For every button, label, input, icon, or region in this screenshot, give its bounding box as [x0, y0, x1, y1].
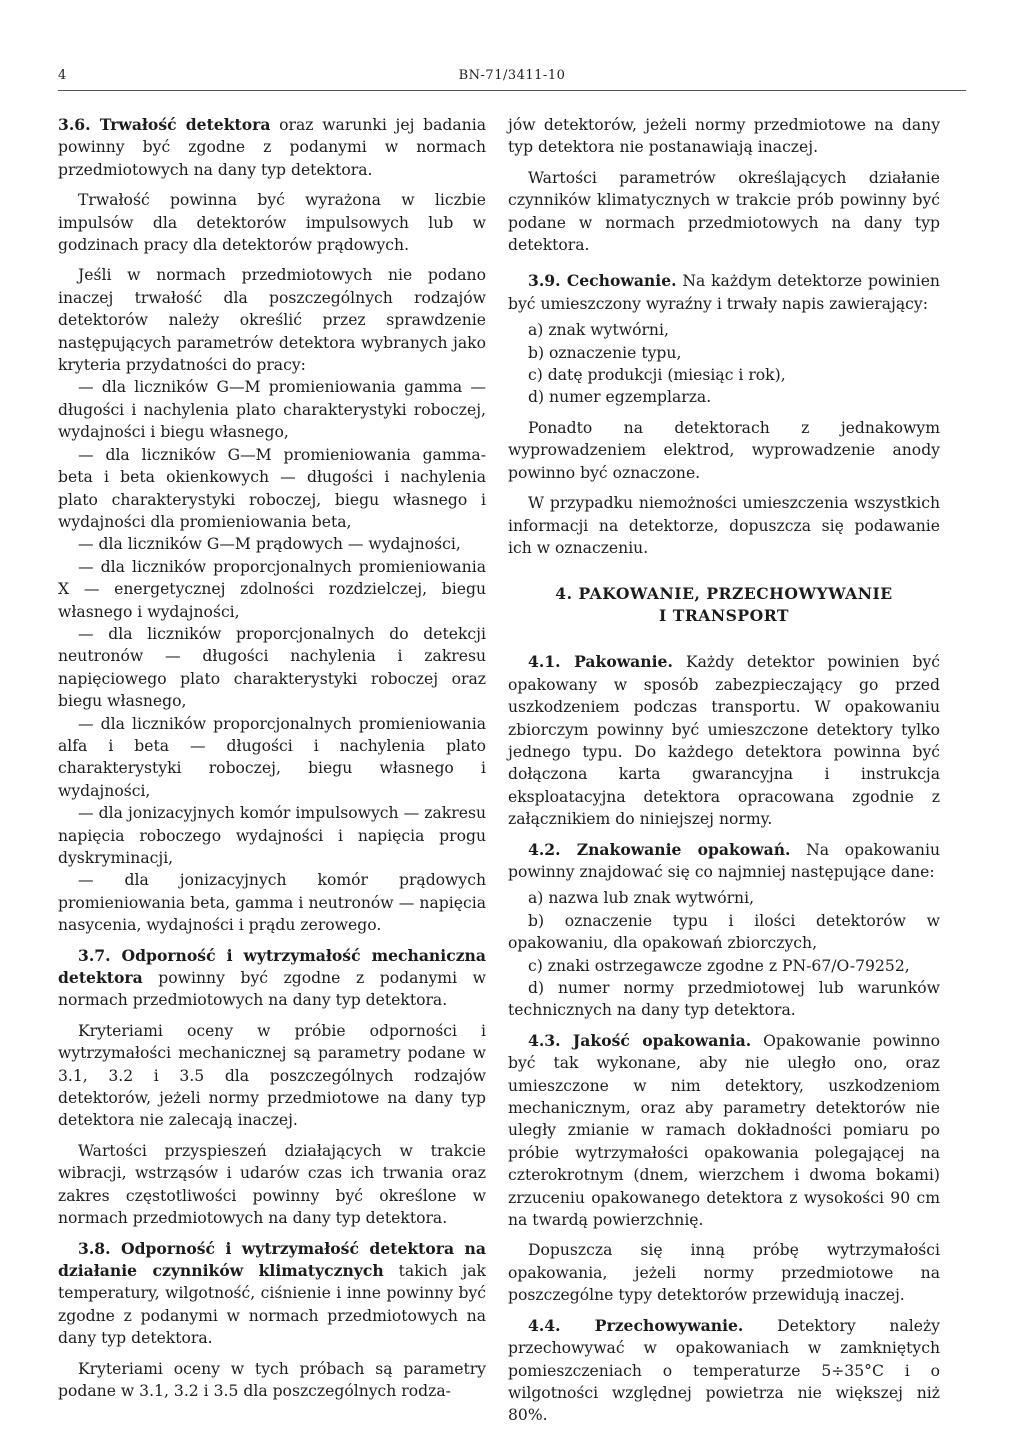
section-3-7	[58, 945, 486, 1012]
package-list-item: d) numer normy przedmiotowej lub warunków technicznych na dany typ detektora.	[508, 979, 940, 1020]
section-4-1	[508, 651, 940, 830]
section-3-7-text: powinny być zgodne z podanymi w normach przedmiotowych na dany typ detektora.	[58, 969, 486, 1010]
paragraph-continuation: jów detektorów, jeżeli normy przedmiotowe na dany typ detektora nie postanawiają inaczej.	[508, 116, 940, 157]
paragraph-kryteria-mechaniczne: Kryteriami oceny w próbie odporności i wytrzymałości mechanicznej są parametry podane w 3.1, 3.2 i 3.5 dla poszczególnych rodzajów detektorów, jeżeli normy przedmiotowe na dany typ detektora nie zalecają inaczej.	[58, 1021, 486, 1130]
criteria-item: — dla liczników G—M prądowych — wydajności,	[78, 535, 461, 554]
section-3-8-text: takich jak temperatury, wilgotność, ciśnienie i inne powinny być zgodne z podanymi w normach przedmiotowych na dany typ detektora.	[58, 1261, 486, 1348]
paragraph-wartosci-parametrow: Wartości parametrów określających działanie czynników klimatycznych w trakcie prób powinny być podane w normach przedmiotowych na dany typ detektora.	[508, 168, 940, 255]
section-3-9-text: Na każdym detektorze powinien być umieszczony wyraźny i trwały napis zawierający:	[508, 272, 940, 313]
section-4-4	[508, 1315, 940, 1427]
paragraph-ponadto: Ponadto na detektorach z jednakowym wyprowadzeniem elektrod, wyprowadzenie anody powinno być oznaczone.	[508, 418, 940, 482]
criteria-item: — dla liczników proporcjonalnych do detekcji neutronów — długości nachylenia i zakresu napięciowego plato charakterystyki roboczej oraz biegu własnego,	[58, 624, 486, 711]
section-3-8-heading: 3.8. Odporność i wytrzymałość detektora na działanie czynników klimatycznych	[58, 1238, 486, 1280]
paragraph-trwalosc-wyrazona: Trwałość powinna być wyrażona w liczbie impulsów dla detektorów impulsowych lub w godzinach pracy dla detektorów prądowych.	[58, 191, 486, 255]
section-3-9-heading: 3.9. Cechowanie.	[528, 271, 677, 291]
marking-list-item: d) numer egzemplarza.	[528, 388, 712, 407]
paragraph-dopuszcza: Dopuszcza się inną próbę wytrzymałości opakowania, jeżeli normy przedmiotowe na poszczególne typy detektorów przewidują inaczej.	[508, 1241, 940, 1305]
package-list-item: b) oznaczenie typu i ilości detektorów w opakowaniu, dla opakowań zbiorczych,	[508, 911, 940, 953]
marking-list-item: a) znak wytwórni,	[528, 321, 669, 340]
marking-list-item: c) datę produkcji (miesiąc i rok),	[528, 366, 786, 385]
section-4-1-text: Każdy detektor powinien być opakowany w sposób zabezpieczający go przed uszkodzeniem podczas transportu. W opakowaniu zbiorczym powinny być umieszczone detektory tylko jednego typu. Do każdego detektora powinna być dołączona karta gwarancyjna i instrukcja eksploatacyjna detektora opracowana zgodnie z załącznikiem do niniejszej normy.	[508, 653, 940, 829]
criteria-item: — dla liczników proporcjonalnych promieniowania alfa i beta — długości i nachylenia plato charakterystyki roboczej, biegu własnego i wydajności,	[58, 714, 486, 800]
section-4-title	[508, 583, 940, 627]
section-4-title-line-1: 4. PAKOWANIE, PRZECHOWYWANIE	[555, 584, 893, 604]
criteria-item: — dla liczników proporcjonalnych promieniowania X — energetycznej zdolności rozdzielczej, biegu własnego i wydajności,	[58, 557, 486, 621]
criteria-item: — dla liczników G—M promieniowania gamma-beta i beta okienkowych — długości i nachylenia plato charakterystyki roboczej, biegu własnego i wydajności dla promieniowania beta,	[58, 445, 486, 531]
section-4-title-line-2: I TRANSPORT	[659, 606, 789, 626]
criteria-item: — dla jonizacyjnych komór impulsowych — zakresu napięcia roboczego wydajności i napięcia progu dyskryminacji,	[58, 804, 486, 867]
page-header	[58, 68, 966, 91]
section-4-3	[508, 1030, 940, 1232]
criteria-item: — dla jonizacyjnych komór prądowych promieniowania beta, gamma i neutronów — napięcia nasycenia, wydajności i prądu zerowego.	[58, 871, 486, 935]
paragraph-kryteria-klimatyczne: Kryteriami oceny w tych próbach są parametry podane w 3.1, 3.2 i 3.5 dla poszczególnych rodza-	[58, 1359, 486, 1400]
section-4-4-text: Detektory należy przechowywać w opakowaniach w zamkniętych pomieszczeniach o temperaturze 5÷35°C i o wilgotności względnej powietrza nie większej niż 80%.	[508, 1316, 940, 1425]
section-3-6	[58, 114, 486, 181]
criteria-item: — dla liczników G—M promieniowania gamma — długości i nachylenia plato charakterystyki roboczej, wydajności i biegu własnego,	[58, 378, 486, 442]
section-3-6-heading: 3.6. Trwałość detektora	[58, 115, 271, 134]
left-column	[58, 114, 486, 1410]
package-list-item: a) nazwa lub znak wytwórni,	[528, 889, 755, 908]
section-4-3-text: Opakowanie powinno być tak wykonane, aby nie uległo ono, oraz umieszczone w nim detektory, uszkodzeniom mechanicznym, oraz aby parametry detektorów nie uległy zmianie w ramach dokładności pomiaru po próbie wytrzymałości opakowania polegającej na czterokrotnym (dnem, wierzchem i dwoma bokami) zrzuceniu opakowanego detektora z wysokości 90 cm na twardą powierzchnię.	[508, 1031, 940, 1230]
right-column	[508, 114, 940, 1435]
section-4-4-heading: 4.4. Przechowywanie.	[528, 1315, 744, 1335]
standard-code: BN-71/3411-10	[458, 68, 566, 83]
section-4-2-text: Na opakowaniu powinny znajdować się co najmniej następujące dane:	[508, 840, 940, 881]
section-3-9	[508, 270, 940, 315]
paragraph-jesli: Jeśli w normach przedmiotowych nie podano inaczej trwałość dla poszczególnych rodzajów detektorów należy określić przez sprawdzenie następujących parametrów detektora wybranych jako kryteria przydatności do pracy:	[58, 266, 486, 375]
section-4-1-heading: 4.1. Pakowanie.	[528, 652, 673, 672]
section-3-6-text: oraz warunki jej badania powinny być zgodne z podanymi w normach przedmiotowych na dany typ detektora.	[58, 116, 486, 179]
section-4-2	[508, 839, 940, 884]
section-4-3-heading: 4.3. Jakość opakowania.	[528, 1030, 752, 1050]
package-list-item: c) znaki ostrzegawcze zgodne z PN-67/O-79252,	[528, 956, 910, 975]
section-4-2-heading: 4.2. Znakowanie opakowań.	[528, 839, 791, 859]
section-3-8	[58, 1238, 486, 1350]
page-number: 4	[58, 68, 67, 83]
marking-list-item: b) oznaczenie typu,	[528, 343, 682, 362]
paragraph-w-przypadku: W przypadku niemożności umieszczenia wszystkich informacji na detektorze, dopuszcza się podawanie ich w oznaczeniu.	[508, 494, 940, 557]
section-3-7-heading: 3.7. Odporność i wytrzymałość mechaniczna detektora	[58, 945, 486, 988]
paragraph-wartosci-przyspieszen: Wartości przyspieszeń działających w trakcie wibracji, wstrząsów i udarów czas ich trwania oraz zakres częstotliwości powinny być określone w normach przedmiotowych na dany typ detektora.	[58, 1141, 486, 1228]
